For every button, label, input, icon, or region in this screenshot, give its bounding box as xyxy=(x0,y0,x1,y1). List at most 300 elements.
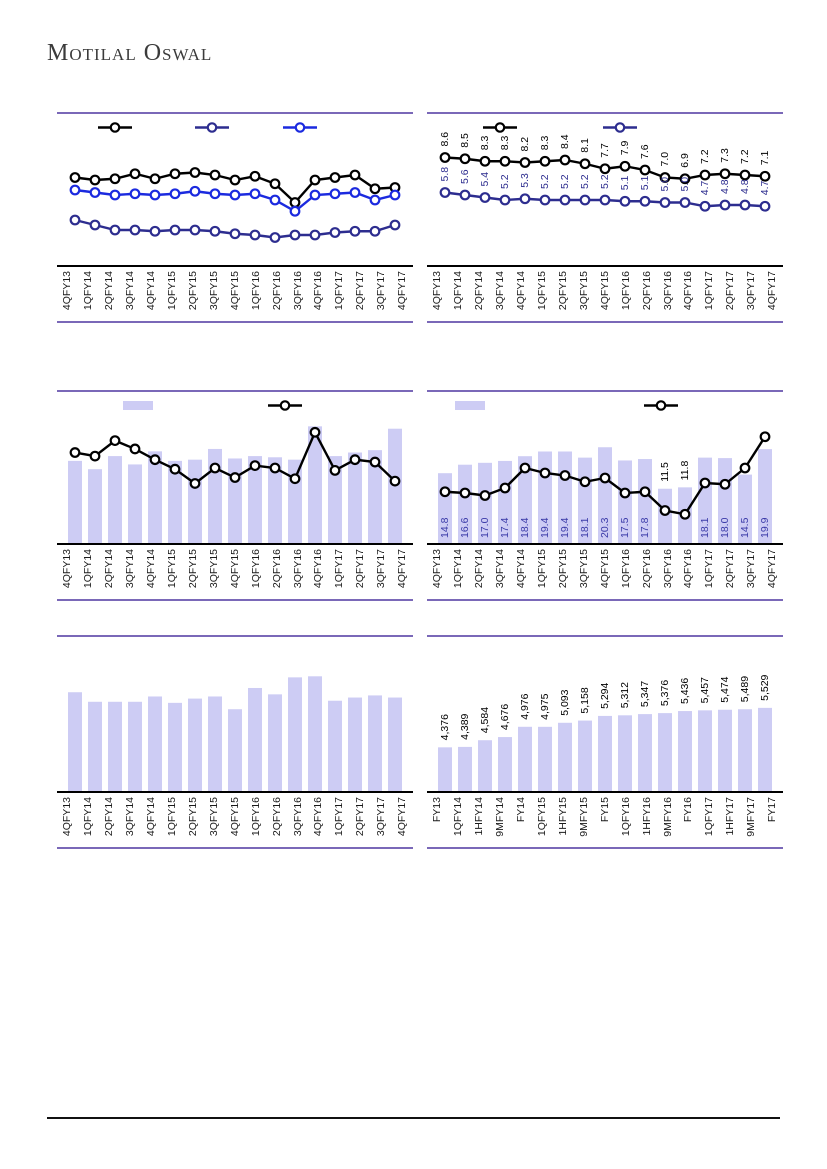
x-axis-label: 4QFY13 xyxy=(431,549,444,589)
x-axis-label: 1QFY17 xyxy=(703,271,716,311)
line-marker xyxy=(721,201,730,210)
line-marker xyxy=(621,489,630,498)
line-marker xyxy=(251,461,260,470)
x-axis-label: 3QFY17 xyxy=(375,797,388,837)
x-axis-label: 4QFY15 xyxy=(228,797,241,837)
data-label: 5.1 xyxy=(639,175,651,191)
x-axis-label: 3QFY14 xyxy=(124,271,137,311)
x-axis-label-cell xyxy=(532,267,553,319)
x-axis-label: 1QFY16 xyxy=(249,797,262,837)
data-label: 14.5 xyxy=(739,517,751,538)
x-axis-label: 2QFY16 xyxy=(270,271,283,311)
bar xyxy=(738,709,752,791)
line-marker xyxy=(741,464,750,473)
x-axis-label-cell xyxy=(141,545,162,597)
bar xyxy=(388,698,402,791)
line-marker xyxy=(331,173,340,182)
x-axis-label: 1QFY15 xyxy=(165,549,178,589)
x-axis-label-cell xyxy=(329,545,350,597)
x-axis-label: 9MFY17 xyxy=(745,797,758,837)
line-marker xyxy=(191,168,200,177)
x-axis-label-cell xyxy=(204,267,225,319)
data-label: 8.5 xyxy=(459,133,471,148)
line-marker xyxy=(191,187,200,196)
x-axis-label: 4QFY13 xyxy=(61,797,74,837)
line-marker xyxy=(231,191,240,200)
x-axis-label: 9MFY14 xyxy=(494,797,507,837)
line-marker xyxy=(501,196,510,205)
x-axis-label-cell xyxy=(595,267,616,319)
x-axis-label-cell xyxy=(57,793,78,845)
x-axis-label-cell xyxy=(308,545,329,597)
x-axis-label-cell xyxy=(511,267,532,319)
bar xyxy=(188,699,202,791)
x-axis-label: 3QFY14 xyxy=(494,271,507,311)
bar xyxy=(308,676,322,791)
line-marker xyxy=(541,196,550,205)
bar xyxy=(148,451,162,543)
line-marker xyxy=(371,196,380,205)
line-marker xyxy=(271,464,280,473)
data-label: 5.0 xyxy=(679,176,691,192)
legend-line-blue xyxy=(283,121,317,134)
x-axis-label: 4QFY16 xyxy=(682,271,695,311)
x-axis-label-cell xyxy=(57,545,78,597)
line-marker xyxy=(391,221,400,230)
line-marker xyxy=(151,455,160,464)
bar xyxy=(68,461,82,543)
x-axis-label: 9MFY15 xyxy=(577,797,590,837)
x-axis-label: 4QFY13 xyxy=(61,271,74,311)
line-marker xyxy=(581,196,590,205)
x-axis-label: 2QFY14 xyxy=(103,549,116,589)
line-marker xyxy=(661,198,670,207)
x-axis-label: 4QFY16 xyxy=(312,797,325,837)
data-label: 5,529 xyxy=(759,674,771,701)
x-axis-label: 4QFY14 xyxy=(514,271,527,311)
x-axis-label: 1QFY14 xyxy=(452,271,465,311)
x-axis-label-cell xyxy=(120,545,141,597)
line-marker xyxy=(351,188,360,197)
bar-chart-plot xyxy=(427,637,783,791)
x-axis-label-cell xyxy=(308,793,329,845)
line-marker xyxy=(561,471,570,480)
x-axis-label: 3QFY16 xyxy=(661,549,674,589)
line-marker xyxy=(171,465,180,474)
bar xyxy=(638,714,652,791)
x-axis-label: 2QFY15 xyxy=(186,271,199,311)
line-marker xyxy=(371,227,380,236)
line-marker xyxy=(191,226,200,235)
line-marker xyxy=(741,171,750,180)
data-label: 20.3 xyxy=(599,517,611,538)
bar xyxy=(248,688,262,791)
brand-logo: Motilal Oswal xyxy=(47,40,213,66)
line-marker xyxy=(131,189,140,198)
data-label: 5.0 xyxy=(659,176,671,192)
data-label: 18.1 xyxy=(579,517,591,538)
legend-line-marker xyxy=(603,121,637,134)
x-axis-label-cell xyxy=(762,267,783,319)
data-label: 4,676 xyxy=(499,703,511,731)
data-label: 17.5 xyxy=(619,517,631,538)
x-axis-label-cell xyxy=(308,267,329,319)
line-marker xyxy=(521,464,530,473)
x-axis-label-cell xyxy=(469,793,490,845)
x-axis-label: 4QFY17 xyxy=(396,797,409,837)
x-axis-label-cell xyxy=(720,793,741,845)
data-label: 8.3 xyxy=(479,135,491,151)
data-label: 18.0 xyxy=(719,517,731,538)
bar xyxy=(288,460,302,543)
x-axis-label-cell xyxy=(678,267,699,319)
data-label: 11.8 xyxy=(679,460,691,481)
x-axis-label-cell xyxy=(699,545,720,597)
x-axis-label-cell xyxy=(553,267,574,319)
bar xyxy=(698,710,712,791)
x-axis-label: 1QFY14 xyxy=(452,797,465,837)
x-axis-label-cell xyxy=(720,545,741,597)
x-axis-label-cell xyxy=(553,545,574,597)
x-axis-label-cell xyxy=(469,545,490,597)
bar xyxy=(678,711,692,791)
x-axis-label-cell xyxy=(329,793,350,845)
x-axis-label-cell xyxy=(657,545,678,597)
x-axis-label-cell xyxy=(392,793,413,845)
legend-line-navy xyxy=(603,121,637,134)
data-label: 11.5 xyxy=(659,462,671,482)
x-axis-label: 2QFY15 xyxy=(186,549,199,589)
x-axis-label: 3QFY15 xyxy=(577,549,590,589)
data-label: 16.6 xyxy=(459,517,471,538)
line-marker xyxy=(461,191,470,200)
x-axis-label-cell xyxy=(741,267,762,319)
line-marker xyxy=(251,189,260,198)
chart-top-right-lines xyxy=(427,112,783,323)
line-marker xyxy=(351,171,360,180)
bar xyxy=(558,723,572,791)
x-axis-label-cell xyxy=(615,793,636,845)
data-label: 4,389 xyxy=(459,713,471,740)
x-axis-label: 3QFY16 xyxy=(291,271,304,311)
bar xyxy=(108,456,122,543)
line-marker xyxy=(111,226,120,235)
data-label: 17.4 xyxy=(499,517,511,538)
bar xyxy=(228,458,242,543)
data-label: 8.6 xyxy=(439,131,451,147)
x-axis-label: 1QFY15 xyxy=(535,549,548,589)
x-axis-label: 2QFY14 xyxy=(473,549,486,589)
bar xyxy=(128,702,142,791)
x-axis-label: 2QFY14 xyxy=(473,271,486,311)
data-label: 5.2 xyxy=(579,174,591,189)
line-marker xyxy=(441,153,450,162)
data-label: 5.4 xyxy=(479,171,491,187)
line-marker xyxy=(481,157,490,166)
line-marker xyxy=(331,466,340,475)
x-axis-label-cell xyxy=(490,267,511,319)
x-axis-label: 2QFY17 xyxy=(354,271,367,311)
line-marker xyxy=(111,436,120,445)
line-marker xyxy=(351,227,360,236)
line-marker xyxy=(601,164,610,173)
line-marker xyxy=(271,233,280,242)
line-marker xyxy=(371,184,380,193)
line-marker xyxy=(191,479,200,488)
x-axis-label: 2QFY17 xyxy=(354,549,367,589)
legend-line-black xyxy=(644,399,678,412)
data-label: 7.2 xyxy=(739,149,751,164)
line-marker xyxy=(541,469,550,478)
x-axis-label: 4QFY17 xyxy=(396,271,409,311)
line-marker xyxy=(271,179,280,188)
legend-line-marker xyxy=(283,121,317,134)
legend-bar-swatch xyxy=(123,401,153,410)
line-marker xyxy=(111,191,120,200)
legend-line-marker xyxy=(268,399,302,412)
x-axis-label-cell xyxy=(183,545,204,597)
line-marker xyxy=(311,176,320,185)
x-axis-label-cell xyxy=(532,793,553,845)
line-marker xyxy=(641,166,650,175)
data-label: 7.0 xyxy=(659,151,671,167)
line-marker xyxy=(91,176,100,185)
x-axis-label: 4QFY13 xyxy=(431,271,444,311)
line-marker xyxy=(721,480,730,489)
x-axis-label: FY13 xyxy=(431,797,444,823)
line-marker xyxy=(151,191,160,200)
x-axis-label: 4QFY13 xyxy=(61,549,74,589)
data-label: 7.6 xyxy=(639,144,651,159)
x-axis-label-cell xyxy=(490,793,511,845)
x-axis-label-cell xyxy=(329,267,350,319)
line-marker xyxy=(91,188,100,197)
line-marker xyxy=(331,189,340,198)
bar xyxy=(88,702,102,791)
bar xyxy=(128,464,142,543)
line-marker xyxy=(211,189,220,198)
x-axis-label: 2QFY16 xyxy=(270,797,283,837)
legend-line-marker xyxy=(644,399,678,412)
line-marker xyxy=(601,474,610,483)
line-marker xyxy=(641,487,650,496)
x-axis-label-cell xyxy=(225,793,246,845)
legend-line-marker xyxy=(195,121,229,134)
x-axis-label-cell xyxy=(615,267,636,319)
data-label: 4,976 xyxy=(519,693,531,720)
x-axis-label-cell xyxy=(350,267,371,319)
line-marker xyxy=(701,202,710,211)
x-axis-label-cell xyxy=(162,545,183,597)
data-label: 5.3 xyxy=(519,173,531,188)
bar xyxy=(368,695,382,791)
x-axis-label: 9MFY16 xyxy=(661,797,674,837)
x-axis-label-cell xyxy=(99,267,120,319)
x-axis-label-cell xyxy=(78,267,99,319)
line-marker xyxy=(231,176,240,185)
data-label: 18.1 xyxy=(699,517,711,538)
line-marker xyxy=(461,154,470,163)
bar xyxy=(348,698,362,791)
x-axis-label: 1HFY14 xyxy=(473,797,486,836)
x-axis-label: 3QFY14 xyxy=(494,549,507,589)
data-label: 4.8 xyxy=(719,179,731,194)
line-marker xyxy=(521,158,530,167)
line-marker xyxy=(461,489,470,498)
line-marker xyxy=(501,484,510,493)
x-axis-label: 3QFY17 xyxy=(745,549,758,589)
line-marker xyxy=(701,171,710,180)
line-marker xyxy=(231,229,240,238)
x-axis-label: 3QFY15 xyxy=(207,271,220,311)
x-axis-label-cell xyxy=(57,267,78,319)
line-marker xyxy=(371,458,380,467)
x-axis-label: 4QFY16 xyxy=(312,271,325,311)
data-label: 5.2 xyxy=(599,174,611,189)
x-axis-label: 1HFY15 xyxy=(556,797,569,836)
x-axis-label: 1QFY15 xyxy=(165,271,178,311)
x-axis-label-cell xyxy=(448,793,469,845)
line-marker xyxy=(641,197,650,206)
x-axis-label-cell xyxy=(266,545,287,597)
data-label: 19.4 xyxy=(539,517,551,538)
x-axis-label: 1QFY16 xyxy=(619,549,632,589)
line-marker xyxy=(601,196,610,205)
line-marker xyxy=(761,172,770,181)
data-label: 17.8 xyxy=(639,517,651,538)
x-axis-label: 3QFY15 xyxy=(207,797,220,837)
x-axis-label-cell xyxy=(78,545,99,597)
legend-bar-swatch xyxy=(455,401,485,410)
legend-line-black xyxy=(98,121,132,134)
x-axis-label: FY14 xyxy=(514,797,527,823)
line-marker xyxy=(71,186,80,195)
data-label: 5.2 xyxy=(499,174,511,189)
bar xyxy=(108,702,122,791)
x-axis-label-cell xyxy=(427,267,448,319)
x-axis-label: 1QFY17 xyxy=(333,797,346,837)
legend-line-marker xyxy=(98,121,132,134)
x-axis-label: 2QFY16 xyxy=(640,271,653,311)
chart-legend xyxy=(57,114,413,140)
x-axis-label-cell xyxy=(699,793,720,845)
x-axis-label: 2QFY15 xyxy=(186,797,199,837)
x-axis-labels xyxy=(57,791,413,845)
x-axis-label-cell xyxy=(266,793,287,845)
x-axis-label-cell xyxy=(678,793,699,845)
data-label: 5.2 xyxy=(559,174,571,189)
line-marker xyxy=(211,464,220,473)
x-axis-label: 1QFY15 xyxy=(535,797,548,837)
line-chart-plot xyxy=(427,131,783,265)
line-marker xyxy=(331,228,340,237)
x-axis-label-cell xyxy=(225,545,246,597)
chart-top-left-lines xyxy=(57,112,413,323)
legend-line-black xyxy=(483,121,517,134)
x-axis-label-cell xyxy=(636,267,657,319)
line-chart-plot xyxy=(57,140,413,265)
x-axis-label-cell xyxy=(78,793,99,845)
x-axis-label: 1QFY14 xyxy=(82,271,95,311)
chart-middle-right-combo xyxy=(427,390,783,601)
line-marker xyxy=(211,227,220,236)
line-marker xyxy=(291,207,300,216)
x-axis-label-cell xyxy=(371,545,392,597)
x-axis-labels xyxy=(427,543,783,597)
data-label: 5,312 xyxy=(619,682,631,709)
x-axis-label: 1HFY17 xyxy=(724,797,737,836)
data-label: 5,457 xyxy=(699,677,711,704)
line-marker xyxy=(441,487,450,496)
line-marker xyxy=(701,479,710,488)
line-marker xyxy=(521,194,530,203)
line-marker xyxy=(761,202,770,211)
data-label: 5,474 xyxy=(719,676,731,703)
data-label: 7.9 xyxy=(619,140,631,156)
legend-bar-bar_lavender xyxy=(123,401,153,410)
bar xyxy=(498,737,512,791)
x-axis-label: 1QFY16 xyxy=(619,271,632,311)
data-label: 5,347 xyxy=(639,680,651,708)
data-label: 5.6 xyxy=(459,169,471,184)
bar xyxy=(68,692,82,791)
line-marker xyxy=(681,198,690,207)
x-axis-label: FY15 xyxy=(598,797,611,823)
x-axis-label-cell xyxy=(350,545,371,597)
x-axis-label-cell xyxy=(511,793,532,845)
x-axis-label-cell xyxy=(636,793,657,845)
bar xyxy=(578,721,592,791)
x-axis-label-cell xyxy=(225,267,246,319)
x-axis-label-cell xyxy=(678,545,699,597)
x-axis-label: 1HFY16 xyxy=(640,797,653,836)
x-axis-labels xyxy=(57,543,413,597)
x-axis-label: 1QFY17 xyxy=(703,797,716,837)
data-label: 18.4 xyxy=(519,517,531,538)
x-axis-label-cell xyxy=(657,267,678,319)
x-axis-label: 4QFY17 xyxy=(396,549,409,589)
x-axis-label: 3QFY14 xyxy=(124,549,137,589)
line-marker xyxy=(131,169,140,178)
x-axis-label: 2QFY17 xyxy=(724,271,737,311)
legend-line-black xyxy=(268,399,302,412)
x-axis-label-cell xyxy=(553,793,574,845)
legend-line-navy xyxy=(195,121,229,134)
x-axis-label-cell xyxy=(448,267,469,319)
line-marker xyxy=(131,445,140,454)
x-axis-label: 3QFY17 xyxy=(745,271,758,311)
x-axis-label-cell xyxy=(99,793,120,845)
line-marker xyxy=(251,172,260,181)
x-axis-label: 2QFY14 xyxy=(103,271,116,311)
x-axis-label-cell xyxy=(99,545,120,597)
data-label: 5.8 xyxy=(439,166,451,182)
data-label: 4.7 xyxy=(759,180,771,196)
bar xyxy=(478,740,492,791)
line-marker xyxy=(391,477,400,486)
x-axis-label-cell xyxy=(636,545,657,597)
data-label: 5.1 xyxy=(619,175,631,191)
line-marker xyxy=(211,171,220,180)
x-axis-label-cell xyxy=(162,267,183,319)
x-axis-label: 3QFY16 xyxy=(661,271,674,311)
x-axis-label: 3QFY16 xyxy=(291,797,304,837)
line-marker xyxy=(131,226,140,235)
line-marker xyxy=(581,477,590,486)
x-axis-label-cell xyxy=(720,267,741,319)
x-axis-label: 4QFY16 xyxy=(682,549,695,589)
data-label: 4,584 xyxy=(479,706,491,734)
